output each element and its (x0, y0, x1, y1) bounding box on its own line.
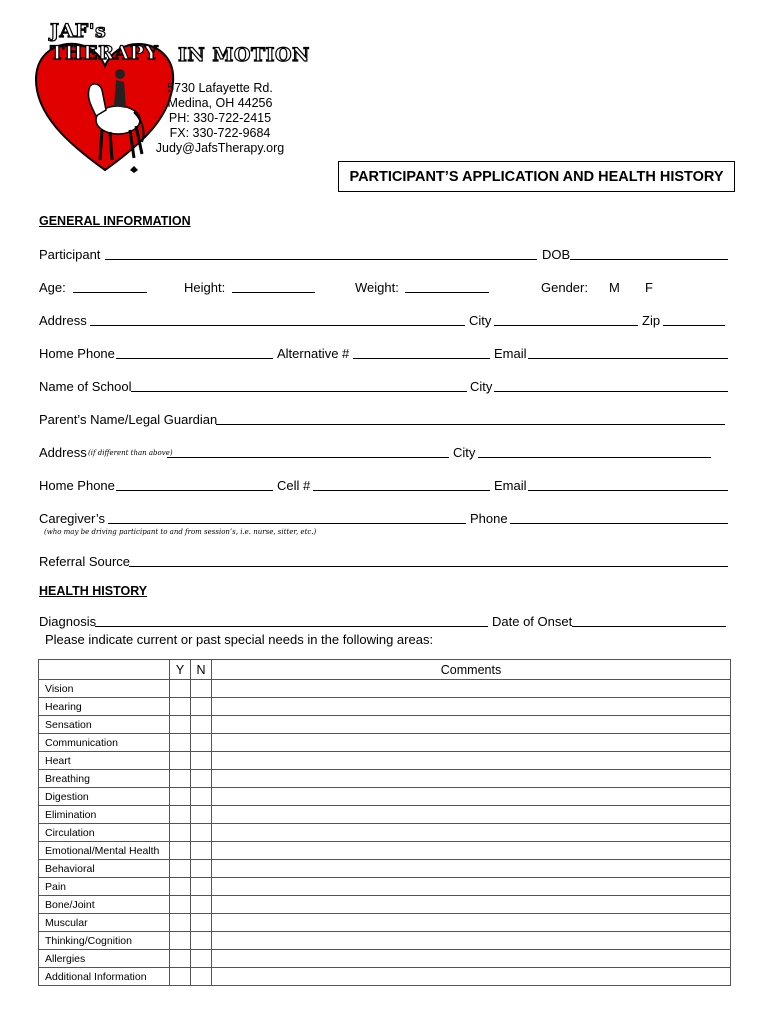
email-label: Email (494, 346, 527, 361)
table-row (39, 968, 731, 986)
comments-cell[interactable] (212, 698, 731, 716)
health-area-label: Sensation (39, 716, 170, 734)
yes-checkbox-cell[interactable] (170, 932, 191, 950)
address2-label: Address (39, 445, 87, 460)
table-row (39, 770, 731, 788)
instruction-text: Please indicate current or past special needs in the following areas: (45, 632, 434, 647)
comments-cell[interactable] (212, 896, 731, 914)
table-row (39, 698, 731, 716)
table-row (39, 716, 731, 734)
table-row (39, 914, 731, 932)
zip-field[interactable] (663, 325, 725, 326)
health-area-label: Emotional/Mental Health (39, 842, 170, 860)
comments-cell[interactable] (212, 734, 731, 752)
zip-label: Zip (642, 313, 661, 328)
gender-f-option[interactable]: F (645, 280, 653, 295)
logo-title-line1: JAF's THERAPY (50, 20, 159, 64)
comments-cell[interactable] (212, 752, 731, 770)
no-checkbox-cell[interactable] (191, 824, 212, 842)
comments-cell[interactable] (212, 680, 731, 698)
comments-cell[interactable] (212, 824, 731, 842)
yes-checkbox-cell[interactable] (170, 842, 191, 860)
home-phone2-field[interactable] (116, 490, 273, 491)
height-field[interactable] (232, 292, 315, 293)
comments-cell[interactable] (212, 932, 731, 950)
home-phone-field[interactable] (116, 358, 273, 359)
table-row (39, 680, 731, 698)
height-label: Height: (184, 280, 226, 295)
dob-field[interactable] (570, 259, 728, 260)
caregiver-note: (who may be driving participant to and from session’s, i.e. nurse, sitter, etc.) (44, 528, 317, 536)
header-y: Y (170, 660, 191, 680)
yes-checkbox-cell[interactable] (170, 806, 191, 824)
health-area-label: Allergies (39, 950, 170, 968)
health-area-label: Additional Information (39, 968, 170, 986)
page-title: PARTICIPANT’S APPLICATION AND HEALTH HISTORY (338, 161, 735, 192)
no-checkbox-cell[interactable] (191, 770, 212, 788)
address2-note: (if different than above) (88, 449, 173, 457)
health-area-label: Bone/Joint (39, 896, 170, 914)
no-checkbox-cell[interactable] (191, 788, 212, 806)
yes-checkbox-cell[interactable] (170, 878, 191, 896)
header-n: N (191, 660, 212, 680)
table-row (39, 950, 731, 968)
comments-cell[interactable] (212, 878, 731, 896)
comments-cell[interactable] (212, 806, 731, 824)
yes-checkbox-cell[interactable] (170, 734, 191, 752)
health-area-label: Elimination (39, 806, 170, 824)
cell-label: Cell # (277, 478, 311, 493)
contact-city: Medina, OH 44256 (167, 96, 273, 110)
city-field[interactable] (494, 325, 638, 326)
address-label: Address (39, 313, 87, 328)
contact-street: 5730 Lafayette Rd. (167, 81, 273, 95)
address2-field[interactable] (167, 457, 449, 458)
caregiver-phone-label: Phone (470, 511, 508, 526)
comments-cell[interactable] (212, 950, 731, 968)
yes-checkbox-cell[interactable] (170, 896, 191, 914)
no-checkbox-cell[interactable] (191, 842, 212, 860)
health-area-label: Hearing (39, 698, 170, 716)
diagnosis-label: Diagnosis (39, 614, 97, 629)
caregiver-phone-field[interactable] (510, 523, 728, 524)
table-row (39, 842, 731, 860)
home-phone-label: Home Phone (39, 346, 115, 361)
contact-phone: PH: 330-722-2415 (168, 111, 272, 125)
yes-checkbox-cell[interactable] (170, 716, 191, 734)
yes-checkbox-cell[interactable] (170, 788, 191, 806)
gender-label: Gender: (541, 280, 588, 295)
comments-cell[interactable] (212, 914, 731, 932)
weight-field[interactable] (405, 292, 489, 293)
table-row (39, 788, 731, 806)
health-area-label: Thinking/Cognition (39, 932, 170, 950)
no-checkbox-cell[interactable] (191, 860, 212, 878)
yes-checkbox-cell[interactable] (170, 950, 191, 968)
table-row (39, 932, 731, 950)
table-row (39, 896, 731, 914)
no-checkbox-cell[interactable] (191, 806, 212, 824)
health-heading: HEALTH HISTORY (39, 584, 148, 598)
dob-label: DOB (542, 247, 571, 262)
participant-label: Participant (39, 247, 101, 262)
school-city-field[interactable] (494, 391, 728, 392)
health-area-label: Muscular (39, 914, 170, 932)
health-table-header (39, 660, 731, 680)
table-row (39, 806, 731, 824)
health-area-label: Pain (39, 878, 170, 896)
header-comments: Comments (212, 660, 731, 680)
no-checkbox-cell[interactable] (191, 698, 212, 716)
contact-block (140, 81, 300, 156)
no-checkbox-cell[interactable] (191, 914, 212, 932)
caregiver-label: Caregiver’s (39, 511, 105, 526)
contact-fax: FX: 330-722-9684 (169, 126, 271, 140)
no-checkbox-cell[interactable] (191, 950, 212, 968)
alternative-label: Alternative # (277, 346, 350, 361)
comments-cell[interactable] (212, 788, 731, 806)
health-table (38, 659, 731, 986)
health-area-label: Breathing (39, 770, 170, 788)
health-area-label: Behavioral (39, 860, 170, 878)
table-row (39, 824, 731, 842)
health-area-label: Communication (39, 734, 170, 752)
no-checkbox-cell[interactable] (191, 734, 212, 752)
email2-label: Email (494, 478, 527, 493)
age-field[interactable] (73, 292, 147, 293)
home-phone2-label: Home Phone (39, 478, 115, 493)
age-label: Age: (39, 280, 66, 295)
school-label: Name of School (39, 379, 132, 394)
no-checkbox-cell[interactable] (191, 968, 212, 986)
diagnosis-field[interactable] (95, 626, 488, 627)
yes-checkbox-cell[interactable] (170, 680, 191, 698)
onset-label: Date of Onset (492, 614, 573, 629)
comments-cell[interactable] (212, 716, 731, 734)
general-heading: GENERAL INFORMATION (39, 214, 191, 228)
guardian-label: Parent’s Name/Legal Guardian (39, 412, 218, 427)
alternative-field[interactable] (353, 358, 490, 359)
school-field[interactable] (131, 391, 467, 392)
onset-field[interactable] (572, 626, 726, 627)
header-empty-cell (39, 660, 170, 680)
gender-m-option[interactable]: M (609, 280, 620, 295)
no-checkbox-cell[interactable] (191, 896, 212, 914)
comments-cell[interactable] (212, 770, 731, 788)
yes-checkbox-cell[interactable] (170, 752, 191, 770)
cell-field[interactable] (313, 490, 490, 491)
weight-label: Weight: (355, 280, 399, 295)
yes-checkbox-cell[interactable] (170, 860, 191, 878)
city-label: City (469, 313, 492, 328)
health-area-label: Heart (39, 752, 170, 770)
referral-label: Referral Source (39, 554, 131, 569)
no-checkbox-cell[interactable] (191, 752, 212, 770)
caregiver-field[interactable] (108, 523, 466, 524)
no-checkbox-cell[interactable] (191, 878, 212, 896)
address-field[interactable] (90, 325, 465, 326)
participant-field[interactable] (105, 259, 537, 260)
logo-title-line2: IN MOTION (178, 44, 310, 66)
city2-field[interactable] (478, 457, 711, 458)
table-row (39, 734, 731, 752)
yes-checkbox-cell[interactable] (170, 770, 191, 788)
comments-cell[interactable] (212, 842, 731, 860)
contact-email: Judy@JafsTherapy.org (155, 141, 285, 155)
guardian-field[interactable] (216, 424, 725, 425)
table-row (39, 878, 731, 896)
no-checkbox-cell[interactable] (191, 716, 212, 734)
table-row (39, 752, 731, 770)
health-table-body (39, 680, 731, 986)
email-field[interactable] (528, 358, 728, 359)
comments-cell[interactable] (212, 968, 731, 986)
city2-label: City (453, 445, 476, 460)
table-row (39, 860, 731, 878)
yes-checkbox-cell[interactable] (170, 968, 191, 986)
health-area-label: Circulation (39, 824, 170, 842)
health-area-label: Vision (39, 680, 170, 698)
referral-field[interactable] (129, 566, 728, 567)
no-checkbox-cell[interactable] (191, 932, 212, 950)
yes-checkbox-cell[interactable] (170, 824, 191, 842)
comments-cell[interactable] (212, 860, 731, 878)
school-city-label: City (470, 379, 493, 394)
email2-field[interactable] (528, 490, 728, 491)
yes-checkbox-cell[interactable] (170, 914, 191, 932)
no-checkbox-cell[interactable] (191, 680, 212, 698)
health-area-label: Digestion (39, 788, 170, 806)
yes-checkbox-cell[interactable] (170, 698, 191, 716)
